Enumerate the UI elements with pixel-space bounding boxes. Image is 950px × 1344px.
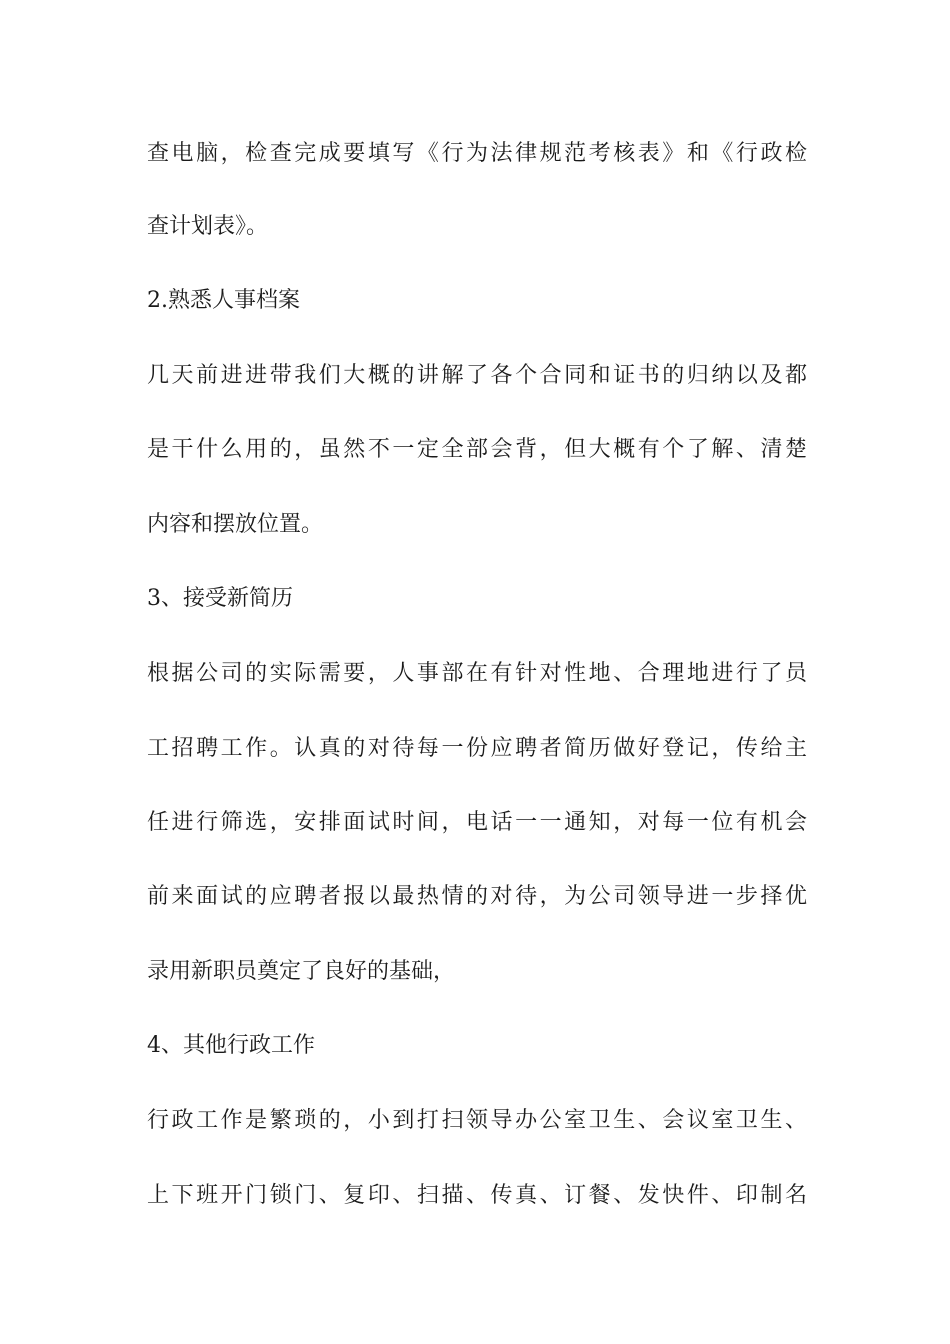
text-line: 几天前进进带我们大概的讲解了各个合同和证书的归纳以及都 [147,363,807,388]
text-line: 上下班开门锁门、复印、扫描、传真、订餐、发快件、印制名 [147,1183,807,1208]
text-line: 行政工作是繁琐的，小到打扫领导办公室卫生、会议室卫生、 [147,1108,807,1133]
text-line: 根据公司的实际需要，人事部在有针对性地、合理地进行了员 [147,661,807,686]
section-heading: 4、其他行政工作 [147,1033,315,1058]
text-line: 前来面试的应聘者报以最热情的对待，为公司领导进一步择优 [147,884,807,909]
text-line: 任进行筛选，安排面试时间，电话一一通知，对每一位有机会 [147,810,807,835]
text-line: 查电脑，检查完成要填写《行为法律规范考核表》和《行政检 [147,141,807,166]
text-line: 内容和摆放位置。 [147,512,324,537]
text-line: 工招聘工作。认真的对待每一份应聘者简历做好登记，传给主 [147,736,807,761]
section-heading: 2.熟悉人事档案 [147,288,300,313]
text-line: 是干什么用的，虽然不一定全部会背，但大概有个了解、清楚 [147,437,807,462]
text-line: 查计划表》。 [147,214,269,239]
section-heading: 3、接受新简历 [147,586,293,611]
text-line: 录用新职员奠定了良好的基础， [147,959,456,984]
